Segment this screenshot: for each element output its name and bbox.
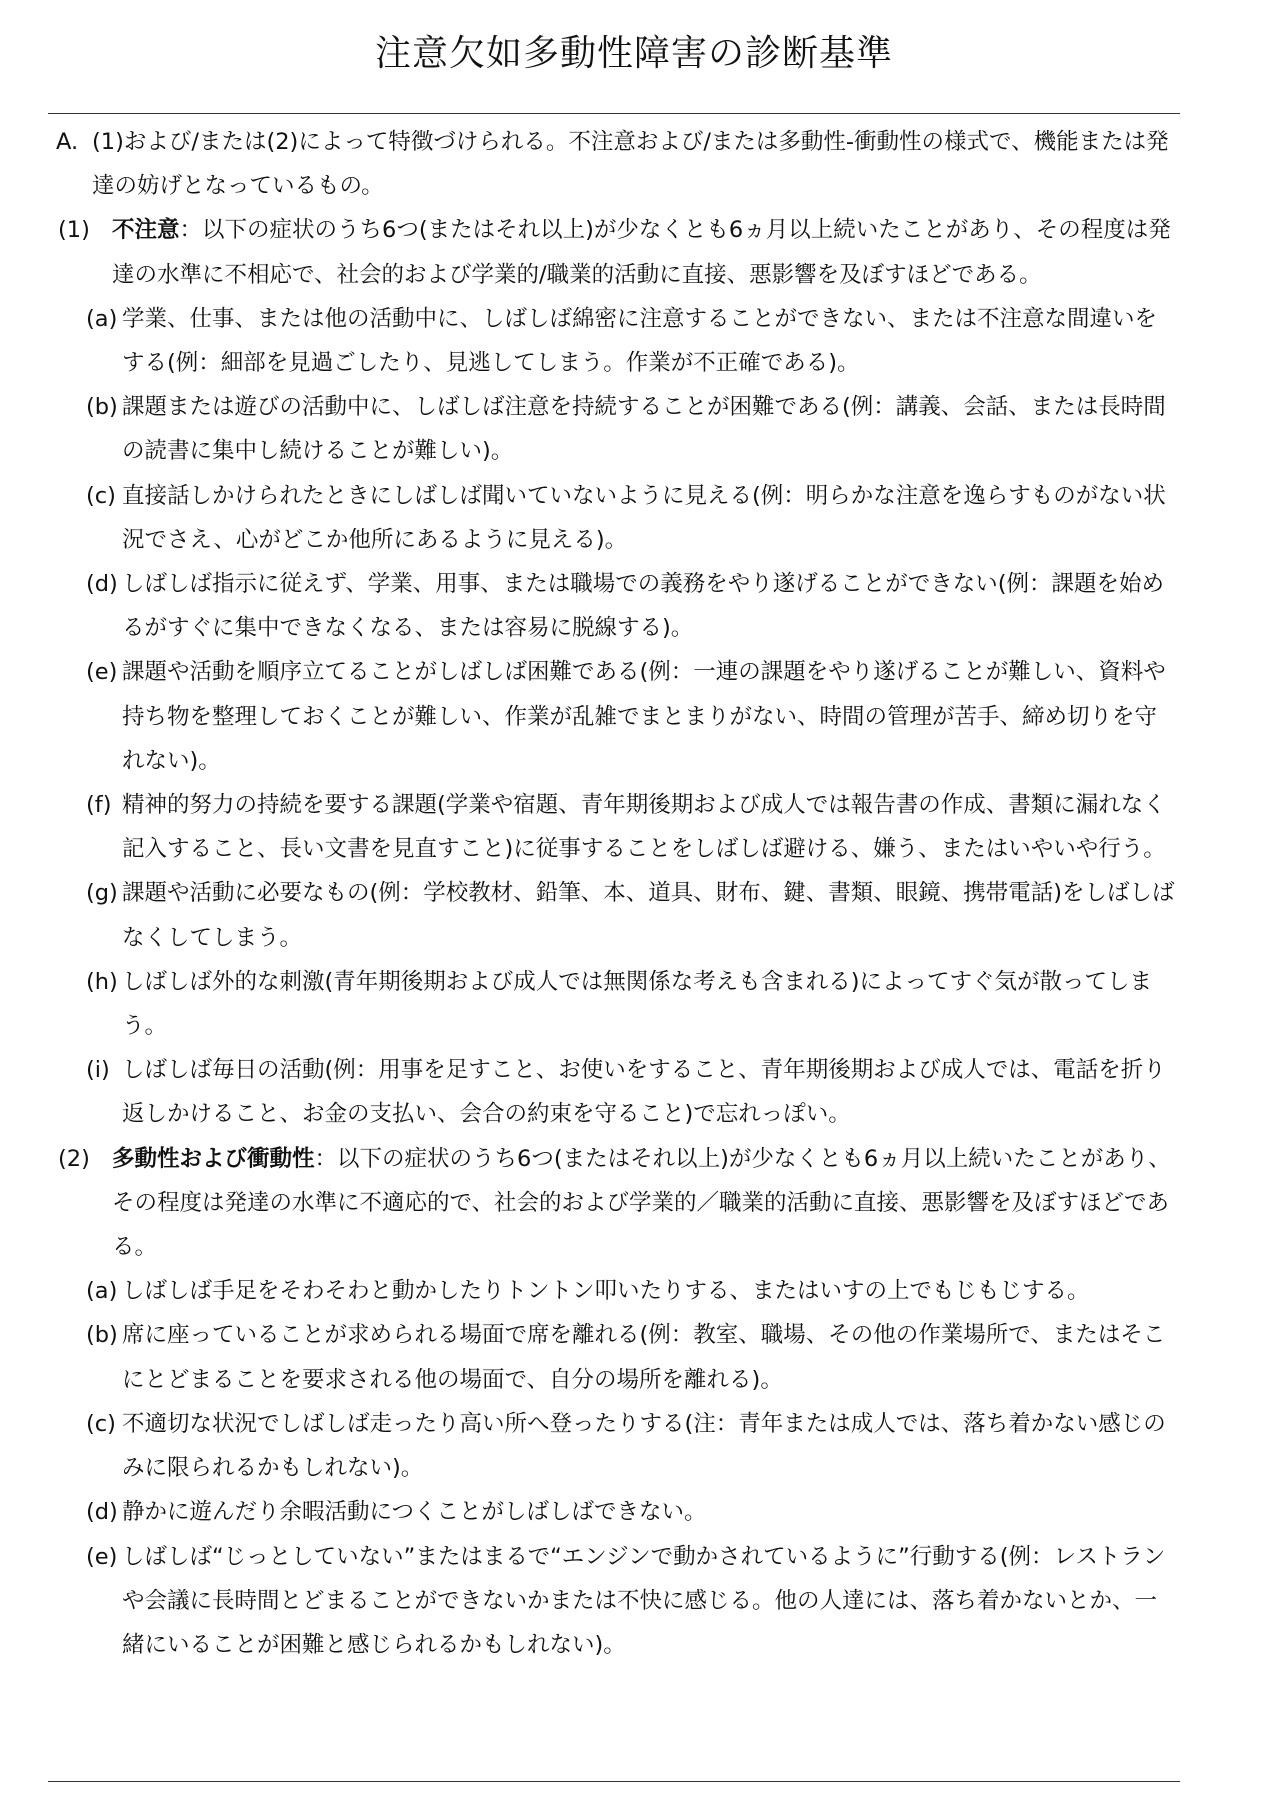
group-2-description: ：以下の症状のうち6つ(またはそれ以上)が少なくとも6ヵ月以上続いたことがあり、その程度は発達の水準に不適応的で、社会的および学業的／職業的活動に直接、悪影響を及ぼすほどである。 [112,1145,1171,1261]
bottom-divider [48,1781,1180,1782]
symptom-item [0,1048,1268,1136]
symptom-item [0,1402,1268,1490]
symptom-item [0,871,1268,959]
symptom-item-label: (e) [86,1543,118,1570]
symptom-item-label: (b) [86,394,118,421]
symptom-item-label: (c) [86,482,116,509]
symptom-item-label: (d) [86,1499,118,1526]
symptom-item-text: しばしば毎日の活動(例：用事を足すこと、お使いをすること、青年期後期および成人では、電話を折り返しかけること、お金の支払い、会合の約束を守ること)で忘れっぽい。 [122,1057,1166,1128]
symptom-item-text: 席に座っていることが求められる場面で席を離れる(例：教室、職場、その他の作業場所で、またはそこにとどまることを要求される他の場面で、自分の場所を離れる)。 [122,1322,1166,1393]
group-1-text-wrap [0,208,1268,296]
symptom-item-text: しばしば外的な刺激(青年期後期および成人では無関係な考えも含まれる)によってすぐ気が散ってしまう。 [122,968,1153,1040]
symptom-item-label: (c) [86,1410,116,1437]
symptom-item [0,562,1268,650]
symptom-item [0,960,1268,1048]
group-1-heading [0,208,1268,296]
symptom-item-label: (g) [86,880,118,907]
group-1-symptom-list [0,297,1268,1137]
symptom-item-text: 静かに遊んだり余暇活動につくことがしばしばできない。 [122,1499,707,1526]
symptom-item [0,297,1268,385]
symptom-item-text: 直接話しかけられたときにしばしば聞いていないように見える(例：明らかな注意を逸らすものがない状況でさえ、心がどこか他所にあるように見える)。 [122,482,1166,553]
symptom-item-label: (a) [86,305,118,332]
symptom-item-text: しばしば“じっとしていない”またはまるで“エンジンで動かされているように”行動する(例：レストランや会議に長時間とどまることができないかまたは不快に感じる。他の人達には、落ち着かないとか、一緒にいることが困難と感じられるかもしれない)。 [122,1543,1166,1658]
symptom-item-label: (f) [86,792,112,819]
symptom-item-text: 学業、仕事、または他の活動中に、しばしば綿密に注意することができない、または不注意な間違いをする(例：細部を見過ごしたり、見逃してしまう。作業が不正確である)。 [122,305,1158,377]
symptom-item-text: しばしば手足をそわそわと動かしたりトントン叩いたりする、またはいすの上でもじもじする。 [122,1278,1090,1305]
symptom-item-text: しばしば指示に従えず、学業、用事、または職場での義務をやり遂げることができない(例：課題を始めるがすぐに集中できなくなる、または容易に脱線する)。 [122,571,1164,642]
symptom-item-label: (a) [86,1278,118,1305]
criteria-body [0,120,1268,1667]
symptom-item-text: 課題または遊びの活動中に、しばしば注意を持続することが困難である(例：講義、会話、または長時間の読書に集中し続けることが難しい)。 [122,394,1166,465]
symptom-item-text: 精神的努力の持続を要する課題(学業や宿題、青年期後期および成人では報告書の作成、書類に漏れなく記入すること、長い文書を見直すこと)に従事することをしばしば避ける、嫌う、またはいやいや行う。 [122,792,1166,863]
criterion-a-label: A. [56,129,79,155]
symptom-item [0,474,1268,562]
symptom-item-label: (e) [86,659,118,686]
symptom-item-label: (h) [86,968,118,995]
symptom-item [0,1313,1268,1401]
group-2-title: 多動性および衝動性 [112,1145,315,1172]
symptom-item [0,1535,1268,1668]
group-2-label: (2) [58,1145,90,1172]
symptom-item [0,650,1268,783]
symptom-item-text: 課題や活動に必要なもの(例：学校教材、鉛筆、本、道具、財布、鍵、書類、眼鏡、携帯電話)をしばしばなくしてしまう。 [122,880,1175,951]
group-2-heading [0,1137,1268,1270]
group-2-symptom-list [0,1269,1268,1667]
group-1-label: (1) [58,217,90,244]
top-divider [48,113,1180,114]
symptom-item-text: 課題や活動を順序立てることがしばしば困難である(例：一連の課題をやり遂げることが難しい、資料や持ち物を整理しておくことが難しい、作業が乱雑でまとまりがない、時間の管理が苦手、締め切りを守れない)。 [122,659,1166,774]
group-1-description: ：以下の症状のうち6つ(またはそれ以上)が少なくとも6ヵ月以上続いたことがあり、その程度は発達の水準に不相応で、社会的および学業的/職業的活動に直接、悪影響を及ぼすほどである。 [112,217,1171,288]
criterion-a-text: (1)および/または(2)によって特徴づけられる。不注意および/または多動性-衝動性の様式で、機能または発達の妨げとなっているもの。 [92,129,1169,200]
symptom-item [0,1490,1268,1534]
symptom-item [0,1269,1268,1313]
symptom-item-label: (d) [86,571,118,598]
symptom-item-label: (i) [86,1057,110,1084]
symptom-item [0,783,1268,871]
symptom-item-text: 不適切な状況でしばしば走ったり高い所へ登ったりする(注：青年または成人では、落ち着かない感じのみに限られるかもしれない)。 [122,1410,1166,1482]
symptom-item [0,385,1268,473]
criterion-a [0,120,1268,208]
symptom-item-label: (b) [86,1322,118,1349]
group-2-text-wrap [0,1137,1268,1270]
document-title: 注意欠如多動性障害の診断基準 [374,33,893,74]
group-1-title: 不注意 [112,217,180,244]
